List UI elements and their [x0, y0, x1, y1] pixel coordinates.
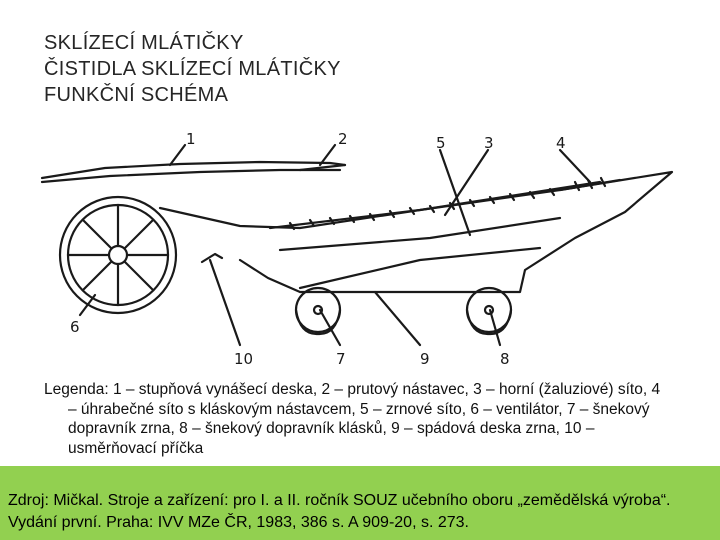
fan	[60, 197, 176, 313]
page-title	[44, 30, 684, 108]
label-1: 1	[186, 130, 196, 148]
cleaning-schematic-diagram	[0, 120, 720, 375]
label-8: 8	[500, 350, 510, 368]
title-line-3: FUNKČNÍ SCHÉMA	[44, 84, 229, 106]
label-5: 5	[436, 134, 446, 152]
grain-auger	[296, 288, 340, 332]
source-box	[0, 466, 720, 540]
label-4: 4	[556, 134, 566, 152]
title-line-2: ČISTIDLA SKLÍZECÍ MLÁTIČKY	[44, 58, 341, 80]
cleaner-housing	[160, 172, 672, 292]
label-2: 2	[338, 130, 348, 148]
legend-text: Legenda: 1 – stupňová vynášecí deska, 2 – prutový nástavec, 3 – horní (žaluziové) síto, 4 – úhrabečné síto s kláskovým nástavcem, 5 – zrnové síto, 6 – ventilátor, 7 – šnekový dopravník zrna, 8 – šnekový dopravník klásků, 9 – spádová deska zrna, 10 – usměrňovací příčka	[44, 381, 661, 457]
label-3: 3	[484, 134, 494, 152]
label-9: 9	[420, 350, 430, 368]
grain-pan	[300, 248, 540, 288]
title-line-1: SKLÍZECÍ MLÁTIČKY	[44, 32, 244, 54]
label-7: 7	[336, 350, 346, 368]
source-citation: Zdroj: Mičkal. Stroje a zařízení: pro I. a II. ročník SOUZ učebního oboru „zemědělská výroba“. Vydání první. Praha: IVV MZe ČR, 1983, 386 s. A 909-20, s. 273.	[8, 492, 671, 531]
label-10: 10	[234, 350, 254, 368]
label-6: 6	[70, 318, 80, 336]
legend	[44, 380, 664, 458]
deflector-bar	[202, 254, 222, 262]
